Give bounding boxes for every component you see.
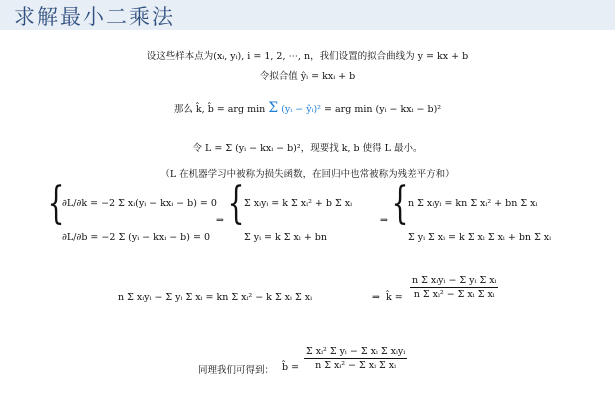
b-hat-label: b̂ = (282, 362, 300, 373)
k-hat-denominator: n Σ xᵢ² − Σ xᵢ Σ xᵢ (413, 289, 495, 300)
left-brace-3: { (391, 178, 409, 229)
partial-k-equation: ∂L/∂k = −2 Σ xᵢ(yᵢ − kxᵢ − b) = 0 (62, 198, 217, 209)
intro-line-1: 设这些样本点为(xᵢ, yᵢ), i = 1, 2, ⋯, n，我们设置的拟合曲线为 y = kx + b (146, 51, 469, 62)
implies-arrow-1: ⇒ (216, 215, 224, 226)
k-hat-numerator: n Σ xᵢyᵢ − Σ yᵢ Σ xᵢ (412, 275, 497, 286)
normal-equation-2: Σ yᵢ = k Σ xᵢ + bn (244, 232, 327, 243)
argmin-prefix: 那么 k̂, b̂ = arg min (173, 104, 266, 115)
intro-line-5: （L 在机器学习中被称为损失函数，在回归中也常被称为残差平方和） (160, 169, 455, 180)
b-hat-fraction (304, 346, 407, 371)
k-derivation: n Σ xᵢyᵢ − Σ yᵢ Σ xᵢ = kn Σ xᵢ² − k Σ xᵢ Σ xᵢ (118, 292, 312, 303)
partial-b-equation: ∂L/∂b = −2 Σ (yᵢ − kxᵢ − b) = 0 (62, 232, 211, 243)
left-brace-2: { (227, 178, 245, 229)
k-hat-fraction (410, 275, 498, 300)
intro-line-3 (0, 100, 615, 116)
k-hat-label: k̂ = (386, 292, 403, 303)
argmin-suffix: = arg min (yᵢ − kxᵢ − b)² (324, 104, 442, 115)
page-title: 求解最小二乘法 (14, 5, 175, 29)
highlight-residual: (yᵢ − ŷᵢ)² (281, 104, 321, 115)
intro-line-2: 令拟合值 ŷᵢ = kxᵢ + b (259, 71, 356, 82)
scaled-equation-2: Σ yᵢ Σ xᵢ = k Σ xᵢ Σ xᵢ + bn Σ xᵢ (408, 232, 552, 243)
implies-arrow-3: ⇒ (372, 292, 380, 303)
implies-arrow-2: ⇒ (380, 215, 388, 226)
b-hat-numerator: Σ xᵢ² Σ yᵢ − Σ xᵢ Σ xᵢyᵢ (306, 346, 406, 357)
intro-line-4: 令 L = Σ (yᵢ − kxᵢ − b)²，现要找 k, b 使得 L 最小。 (192, 143, 423, 154)
normal-equation-1: Σ xᵢyᵢ = k Σ xᵢ² + b Σ xᵢ (244, 198, 352, 209)
left-brace-1: { (47, 178, 65, 229)
highlight-sum-symbol: Σ (268, 100, 279, 116)
b-hat-denominator: n Σ xᵢ² − Σ xᵢ Σ xᵢ (315, 360, 397, 371)
b-intro: 同理我们可得到： (198, 365, 275, 376)
scaled-equation-1: n Σ xᵢyᵢ = kn Σ xᵢ² + bn Σ xᵢ (408, 198, 538, 209)
